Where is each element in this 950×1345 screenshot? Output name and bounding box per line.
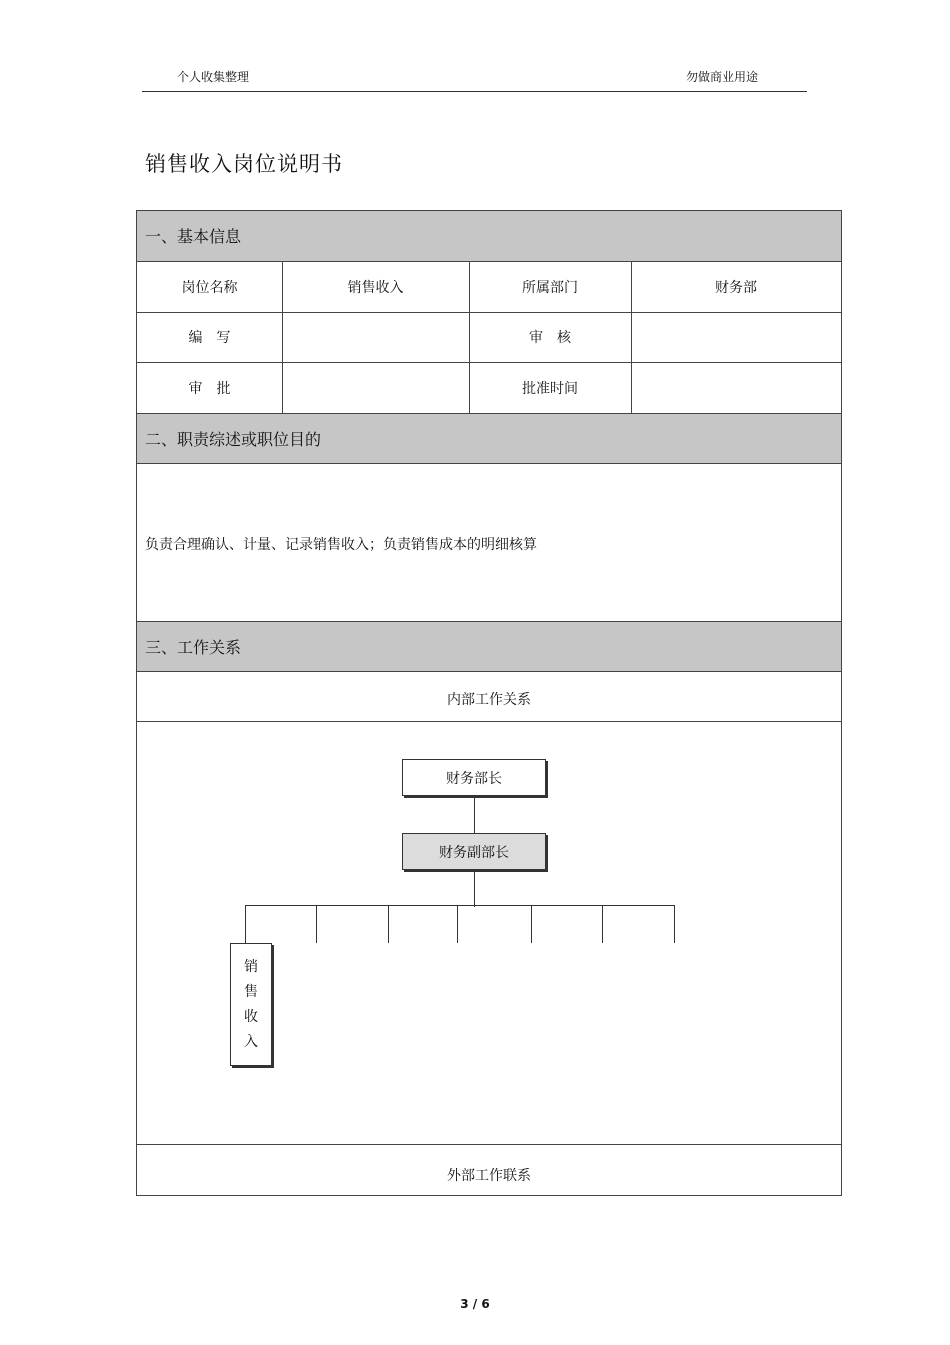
section-relation-title: 三、工作关系 bbox=[145, 638, 242, 657]
department-label: 所属部门 bbox=[522, 280, 578, 296]
section-relation-header bbox=[137, 621, 841, 672]
writer-value bbox=[282, 312, 469, 362]
grid-line bbox=[631, 262, 632, 413]
org-node-char: 销 bbox=[244, 958, 258, 975]
org-connector bbox=[474, 871, 475, 907]
grid-line bbox=[137, 721, 841, 722]
department-value: 财务部 bbox=[715, 280, 757, 296]
header-divider bbox=[142, 91, 807, 92]
section-basic-info-header bbox=[137, 211, 841, 262]
org-branch-drop bbox=[388, 905, 389, 943]
org-branch-drop bbox=[531, 905, 532, 943]
document-title: 销售收入岗位说明书 bbox=[145, 152, 343, 176]
org-node-char: 售 bbox=[244, 983, 258, 1000]
org-connector bbox=[474, 797, 475, 833]
org-node-sales-revenue bbox=[230, 943, 272, 1066]
reviewer-value bbox=[631, 312, 841, 362]
org-branch-drop bbox=[316, 905, 317, 943]
org-branch-drop bbox=[457, 905, 458, 943]
approve-time-label: 批准时间 bbox=[522, 380, 578, 397]
approve-time-value bbox=[631, 362, 841, 413]
section-basic-info-title: 一、基本信息 bbox=[145, 227, 242, 246]
grid-line bbox=[137, 312, 841, 313]
duty-summary-text: 负责合理确认、计量、记录销售收入；负责销售成本的明细核算 bbox=[145, 537, 537, 553]
external-relation-label: 外部工作联系 bbox=[447, 1168, 531, 1184]
approver-label: 审 批 bbox=[188, 380, 231, 397]
header-right-text: 勿做商业用途 bbox=[686, 70, 759, 84]
org-node-char: 入 bbox=[244, 1033, 258, 1050]
job-description-table bbox=[136, 210, 842, 1196]
org-branch-drop bbox=[602, 905, 603, 943]
grid-line bbox=[137, 1144, 841, 1145]
grid-line bbox=[469, 262, 470, 413]
org-node-finance-director: 财务部长 bbox=[402, 759, 546, 796]
org-node-deputy-director: 财务副部长 bbox=[402, 833, 546, 870]
grid-line bbox=[137, 362, 841, 363]
position-name-label: 岗位名称 bbox=[181, 280, 238, 296]
approver-value bbox=[282, 362, 469, 413]
org-branch-drop bbox=[674, 905, 675, 943]
section-duty-title: 二、职责综述或职位目的 bbox=[145, 430, 322, 449]
writer-label: 编 写 bbox=[188, 330, 231, 346]
position-name-value: 销售收入 bbox=[347, 280, 404, 296]
org-branch-line bbox=[245, 905, 675, 906]
page-number: 3 / 6 bbox=[460, 1297, 490, 1311]
reviewer-label: 审 核 bbox=[529, 330, 571, 346]
org-branch-drop bbox=[245, 905, 246, 943]
internal-relation-label: 内部工作关系 bbox=[447, 692, 531, 708]
grid-line bbox=[282, 262, 283, 413]
org-node-char: 收 bbox=[244, 1008, 258, 1025]
header-left-text: 个人收集整理 bbox=[177, 70, 250, 84]
section-duty-header bbox=[137, 413, 841, 464]
